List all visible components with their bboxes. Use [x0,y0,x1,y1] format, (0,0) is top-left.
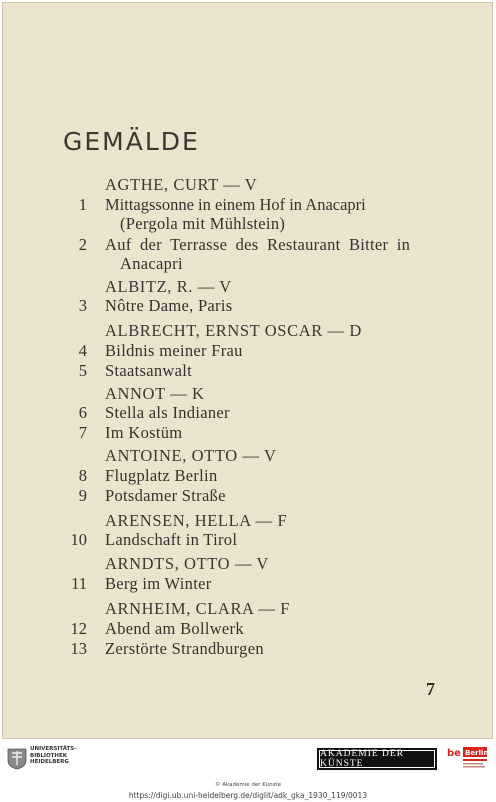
university-logo-line: BIBLIOTHEK [30,752,68,759]
entry-number: 9 [78,486,87,505]
university-logo-line: UNIVERSITÄTS- [30,746,77,752]
entry-number: 3 [78,296,87,315]
entry-title: Potsdamer Straße [105,486,226,505]
viewer-footer [0,740,496,802]
entry-number: 4 [78,341,87,360]
university-library-logo[interactable] [6,744,77,774]
entry-title: Berg im Winter [105,574,212,593]
copyright-notice: © Akademie der Künste [215,782,281,788]
entry-number: 6 [78,403,87,422]
entry-title-continuation: Anacapri [120,254,183,273]
entry-title: Staatsanwalt [105,361,192,380]
akademie-logo-text: AKADEMIE DER KÜNSTE [319,750,435,768]
entry-title: Bildnis meiner Frau [105,341,243,360]
akademie-logo[interactable] [317,748,437,770]
entry-title: Abend am Bollwerk [105,619,244,638]
artist-name: ALBITZ, R. — V [105,277,232,296]
artist-name: ANNOT — K [105,384,205,403]
entry-number: 11 [71,574,87,593]
entry-number: 12 [70,619,87,638]
entry-title [105,195,436,215]
entry-title: Nôtre Dame, Paris [105,296,233,315]
entry-title: Flugplatz Berlin [105,466,218,485]
entry-title: Stella als Indianer [105,403,230,422]
svg-text:Berlin: Berlin [465,749,488,757]
artist-name: ARNDTS, OTTO — V [105,554,269,573]
document-url[interactable]: https://digi.ub.uni-heidelberg.de/diglit/adk_gka_1930_119/0013 [128,791,368,800]
scanned-page [2,2,493,739]
entry-number: 10 [70,530,87,549]
entry-title: Auf der Terrasse des Restaurant Bitter in [105,235,411,254]
page-number: 7 [426,679,435,699]
entry-number: 5 [78,361,87,380]
section-heading: GEMÄLDE [63,127,200,156]
entry-number: 2 [78,235,87,254]
entry-title-text: Mittagssonne in einem Hof in Anacapri [105,195,366,214]
entry-title-continuation: (Pergola mit Mühlstein) [120,214,286,233]
entry-title: Im Kostüm [105,423,183,442]
university-logo-text [30,746,77,766]
entry-number: 1 [78,195,87,214]
university-seal-icon [6,746,28,770]
entry-number: 8 [78,466,87,485]
university-logo-line: HEIDELBERG [30,759,69,765]
artist-name: ARENSEN, HELLA — F [105,511,288,530]
artist-name: ARNHEIM, CLARA — F [105,599,290,618]
artist-name: ANTOINE, OTTO — V [105,446,277,465]
berlin-logo-icon[interactable] [446,744,488,774]
entry-title: Zerstörte Strandburgen [105,639,264,658]
svg-text:be: be [447,748,461,759]
artist-name: AGTHE, CURT — V [105,175,258,194]
entry-number: 7 [78,423,87,442]
entry-number: 13 [70,639,87,658]
entry-title: Landschaft in Tirol [105,530,238,549]
artist-name: ALBRECHT, ERNST OSCAR — D [105,321,362,340]
